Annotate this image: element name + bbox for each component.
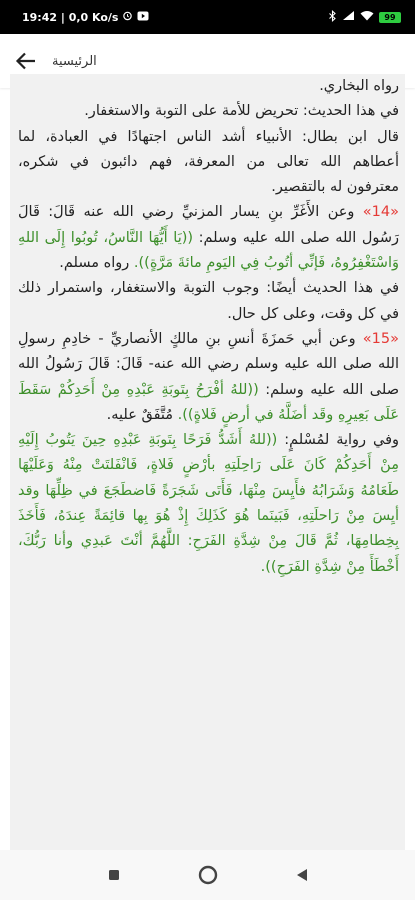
hadith-text-panel [10, 74, 405, 850]
alarm-icon [122, 10, 133, 24]
wifi-icon [360, 10, 374, 24]
hadith-intro: وعن أبي حَمزَةَ أنسِ بنِ مالكٍ الأنصاريِّ - خادِمِ رسولِ الله صلى الله عليه وسلم رضي الله عنه- قَالَ: قَالَ رَسُولُ الله صلى الله عليه وسلم: [18, 330, 400, 398]
hadith-source: رواه مسلم. [59, 255, 134, 272]
triangle-icon[interactable] [290, 863, 314, 887]
hadith-intro: وعن الأَغَرِّ بنِ يسار المزنيِّ رضي الله عنه قَالَ: قَالَ رَسُول الله صلى الله عليه وسلم: [18, 204, 400, 246]
hadith-15 [18, 327, 399, 428]
commentary-text: قال ابن بطال: الأنبياء أشد الناس اجتهادًا في العبادة، لما أعطاهم الله تعالى من المعرفة، فهم دائبون في شكره، معترفون له بالتقصير. [18, 128, 399, 196]
square-icon[interactable] [102, 863, 126, 887]
hadith-14 [18, 200, 399, 276]
paragraph-narrator [18, 74, 399, 99]
narration-intro: وفي رواية لمُسْلمٍ: [277, 432, 399, 449]
battery-level: 99 [384, 12, 396, 22]
arrow-left-icon[interactable] [12, 47, 40, 75]
hadith-number: «15» [362, 330, 399, 347]
paragraph-lesson-2 [18, 276, 399, 327]
app-notification-icon [137, 11, 149, 24]
hadith-quote: ((للهُ أَشَدُّ فَرَحًا بِتَوبَةِ عَبْدِهِ حِينَ يَتُوبُ إِلَيْهِ مِنْ أَحَدِكُمْ كَانَ عَلَى رَاحِلَتِهِ بأرْضٍ فَلاةٍ، فَانْفَلتَتْ مِنْهُ وَعَلَيْهَا طَعَامُهُ وَشَرَابُهُ فأَيِسَ مِنْهَا، فَأَتَى شَجَرَةً فَاضطَجَعَ في ظِلِّهَا وقد أيِسَ مِنْ رَاحلَتِهِ، فَبَينَما هُوَ كَذَلِكَ إِذْ هُوَ بِها قائِمَةً عِندَهُ، فَأَخَذَ بِخِطامِهَا، ثُمَّ قَالَ مِنْ شِدَّةِ الفَرَحِ: اللَّهُمَّ أنْتَ عَبدِي وأنا رَبُّكَ، أَخْطَأَ مِنْ شِدَّةِ الفَرَحِ)). [18, 432, 399, 575]
battery-icon [379, 12, 401, 23]
bluetooth-icon [328, 10, 337, 25]
status-bar [0, 0, 415, 34]
lesson-text: في هذا الحديث: تحريض للأمة على التوبة والاستغفار. [84, 103, 399, 120]
hadith-quote: ((يَا أَيُّهَا النَّاسُ، تُوبُوا إِلَى اللهِ وَاسْتَغْفِرُوهُ، فَإنِّي أتُوبُ فِي اليَومِ مائةَ مَرَّةٍ)). [18, 229, 399, 272]
hadith-source: مُتَّفَقٌ عليه. [106, 406, 178, 423]
paragraph-commentary [18, 125, 399, 201]
signal-icon [342, 10, 355, 24]
page-title: الرئيسية [52, 53, 97, 69]
navigation-bar [0, 850, 415, 900]
content-area[interactable] [0, 78, 415, 850]
hadith-15-muslim-narration [18, 428, 399, 580]
status-time: 19:42 | 0,0 Ko/s [22, 10, 119, 24]
paragraph-lesson [18, 99, 399, 124]
hadith-quote: ((للهُ أفْرَحُ بِتَوبَةِ عَبْدِهِ مِنْ أَحَدِكُمْ سَقَطَ عَلَى بَعِيرِهِ وقَد أضَلَّهُ في أرضٍ فَلاةٍ)). [18, 381, 399, 423]
lesson-text-2: في هذا الحديث أيضًا: وجوب التوبة والاستغفار، واستمرار ذلك في كل وقت، وعلى كل حال. [18, 280, 399, 322]
narrator-text: رواه البخاري. [319, 78, 399, 94]
circle-icon[interactable] [196, 863, 220, 887]
hadith-number: «14» [362, 204, 399, 221]
